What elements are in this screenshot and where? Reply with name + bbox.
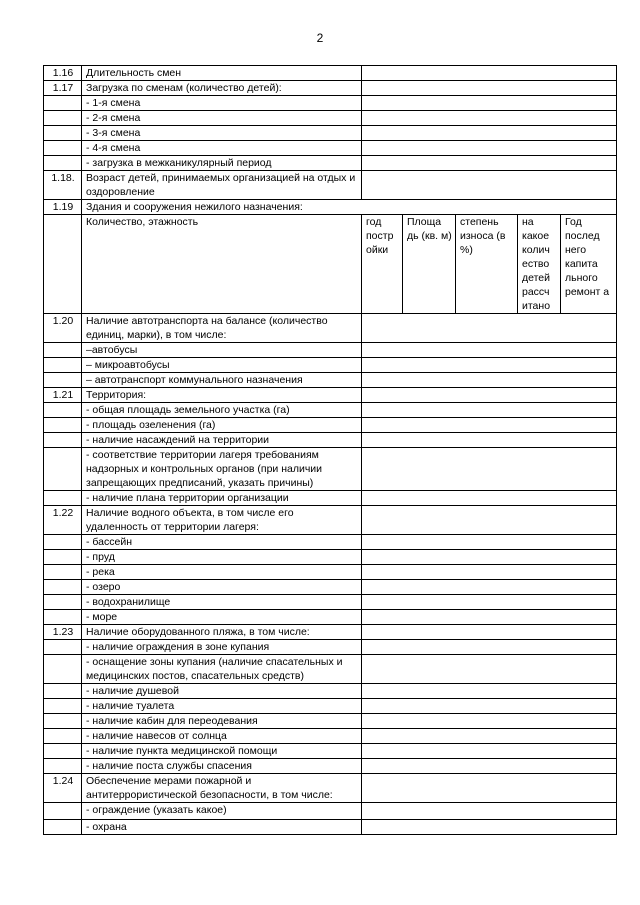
value-cell[interactable] [362, 111, 617, 126]
row-label: –автобусы [82, 343, 362, 358]
table-row [44, 535, 617, 550]
value-cell[interactable] [362, 81, 617, 96]
row-number [44, 96, 82, 111]
value-cell[interactable] [362, 491, 617, 506]
row-label: Количество, этажность [82, 215, 362, 314]
row-label: - наличие плана территории организации [82, 491, 362, 506]
row-number: 1.19 [44, 200, 82, 215]
table-row [44, 506, 617, 535]
row-label: - 3-я смена [82, 126, 362, 141]
row-label: Наличие водного объекта, в том числе его удаленность от территории лагеря: [82, 506, 362, 535]
value-cell[interactable] [362, 388, 617, 403]
row-label: Обеспечение мерами пожарной и антитеррористической безопасности, в том числе: [82, 774, 362, 803]
value-cell[interactable] [362, 126, 617, 141]
row-number: 1.21 [44, 388, 82, 403]
row-label: - 1-я смена [82, 96, 362, 111]
form-table [43, 65, 617, 835]
row-label: - загрузка в межканикулярный период [82, 156, 362, 171]
row-number [44, 595, 82, 610]
row-number: 1.17 [44, 81, 82, 96]
value-cell[interactable] [362, 580, 617, 595]
value-cell[interactable] [362, 565, 617, 580]
row-number [44, 565, 82, 580]
table-row [44, 200, 617, 215]
table-row [44, 699, 617, 714]
row-label: - море [82, 610, 362, 625]
value-cell[interactable] [362, 684, 617, 699]
table-row [44, 448, 617, 491]
value-cell[interactable] [362, 418, 617, 433]
row-number [44, 744, 82, 759]
row-label: Территория: [82, 388, 362, 403]
row-label: - площадь озеленения (га) [82, 418, 362, 433]
row-label: Загрузка по сменам (количество детей): [82, 81, 362, 96]
row-number [44, 535, 82, 550]
row-number [44, 156, 82, 171]
table-row [44, 759, 617, 774]
row-number [44, 358, 82, 373]
row-number [44, 580, 82, 595]
row-label: - охрана [82, 820, 362, 835]
table-row [44, 550, 617, 565]
row-number: 1.22 [44, 506, 82, 535]
table-row [44, 66, 617, 81]
row-label: - наличие кабин для переодевания [82, 714, 362, 729]
table-row [44, 744, 617, 759]
value-cell[interactable] [362, 820, 617, 835]
row-number [44, 343, 82, 358]
row-label: - 2-я смена [82, 111, 362, 126]
row-label: - наличие туалета [82, 699, 362, 714]
row-label: – микроавтобусы [82, 358, 362, 373]
buildings-column-header: на какое колич ество детей рассч итано [518, 215, 561, 314]
table-row [44, 96, 617, 111]
row-number: 1.20 [44, 314, 82, 343]
row-number [44, 640, 82, 655]
page-number: 2 [316, 31, 324, 45]
table-row [44, 729, 617, 744]
row-label: - озеро [82, 580, 362, 595]
row-label: Возраст детей, принимаемых организацией на отдых и оздоровление [82, 171, 362, 200]
value-cell[interactable] [362, 714, 617, 729]
row-label: - наличие ограждения в зоне купания [82, 640, 362, 655]
row-number [44, 433, 82, 448]
row-label: - водохранилище [82, 595, 362, 610]
row-number [44, 126, 82, 141]
table-row [44, 314, 617, 343]
table-row [44, 610, 617, 625]
value-cell[interactable] [362, 655, 617, 684]
value-cell[interactable] [362, 433, 617, 448]
row-label: Длительность смен [82, 66, 362, 81]
table-row [44, 491, 617, 506]
value-cell[interactable] [362, 66, 617, 81]
row-label: - общая площадь земельного участка (га) [82, 403, 362, 418]
value-cell[interactable] [362, 640, 617, 655]
row-label: - ограждение (указать какое) [82, 803, 362, 820]
row-label: - наличие душевой [82, 684, 362, 699]
row-label: - оснащение зоны купания (наличие спасательных и медицинских постов, спасательных средств) [82, 655, 362, 684]
table-row [44, 640, 617, 655]
row-number: 1.18. [44, 171, 82, 200]
table-row [44, 418, 617, 433]
row-label: - наличие насаждений на территории [82, 433, 362, 448]
table-row [44, 403, 617, 418]
value-cell[interactable] [362, 448, 617, 491]
row-number [44, 714, 82, 729]
value-cell[interactable] [362, 141, 617, 156]
value-cell[interactable] [362, 535, 617, 550]
buildings-column-header: Площа дь (кв. м) [403, 215, 456, 314]
value-cell[interactable] [362, 729, 617, 744]
row-label: Здания и сооружения нежилого назначения: [82, 200, 617, 215]
value-cell[interactable] [362, 314, 617, 343]
row-number: 1.16 [44, 66, 82, 81]
row-number [44, 111, 82, 126]
value-cell[interactable] [362, 595, 617, 610]
row-label: - пруд [82, 550, 362, 565]
table-row [44, 343, 617, 358]
value-cell[interactable] [362, 343, 617, 358]
row-label: – автотранспорт коммунального назначения [82, 373, 362, 388]
row-number [44, 729, 82, 744]
table-row [44, 156, 617, 171]
row-number [44, 491, 82, 506]
table-row [44, 580, 617, 595]
table-row [44, 684, 617, 699]
value-cell[interactable] [362, 506, 617, 535]
buildings-column-header: год постр ойки [362, 215, 403, 314]
table-row [44, 655, 617, 684]
row-number [44, 759, 82, 774]
row-label: - наличие поста службы спасения [82, 759, 362, 774]
value-cell[interactable] [362, 156, 617, 171]
table-row [44, 714, 617, 729]
buildings-column-header: степень износа (в %) [456, 215, 518, 314]
value-cell[interactable] [362, 373, 617, 388]
buildings-column-header: Год послед него капита льного ремонт а [561, 215, 617, 314]
row-number [44, 699, 82, 714]
table-row [44, 358, 617, 373]
table-row [44, 126, 617, 141]
row-label: - бассейн [82, 535, 362, 550]
table-row [44, 215, 617, 314]
table-row [44, 565, 617, 580]
value-cell[interactable] [362, 550, 617, 565]
value-cell[interactable] [362, 610, 617, 625]
row-label: - река [82, 565, 362, 580]
row-number [44, 610, 82, 625]
value-cell[interactable] [362, 358, 617, 373]
table-row [44, 141, 617, 156]
row-number [44, 803, 82, 820]
row-label: Наличие оборудованного пляжа, в том числе: [82, 625, 362, 640]
value-cell[interactable] [362, 171, 617, 200]
row-number [44, 373, 82, 388]
value-cell[interactable] [362, 759, 617, 774]
row-number [44, 215, 82, 314]
row-number [44, 684, 82, 699]
row-number [44, 550, 82, 565]
row-number [44, 655, 82, 684]
value-cell[interactable] [362, 803, 617, 820]
row-label: Наличие автотранспорта на балансе (количество единиц, марки), в том числе: [82, 314, 362, 343]
table-row [44, 820, 617, 835]
table-row [44, 595, 617, 610]
row-number [44, 403, 82, 418]
row-number [44, 448, 82, 491]
row-label: - 4-я смена [82, 141, 362, 156]
row-label: - соответствие территории лагеря требованиям надзорных и контрольных органов (при наличии запрещающих предписаний, указать причины) [82, 448, 362, 491]
table-row [44, 81, 617, 96]
table-row [44, 774, 617, 803]
row-number: 1.23 [44, 625, 82, 640]
row-number [44, 820, 82, 835]
table-row [44, 803, 617, 820]
table-row [44, 171, 617, 200]
row-number [44, 141, 82, 156]
value-cell[interactable] [362, 774, 617, 803]
table-row [44, 388, 617, 403]
table-row [44, 433, 617, 448]
value-cell[interactable] [362, 96, 617, 111]
value-cell[interactable] [362, 744, 617, 759]
row-number [44, 418, 82, 433]
value-cell[interactable] [362, 625, 617, 640]
table-row [44, 111, 617, 126]
value-cell[interactable] [362, 403, 617, 418]
value-cell[interactable] [362, 699, 617, 714]
row-label: - наличие навесов от солнца [82, 729, 362, 744]
row-label: - наличие пункта медицинской помощи [82, 744, 362, 759]
table-row [44, 373, 617, 388]
row-number: 1.24 [44, 774, 82, 803]
table-row [44, 625, 617, 640]
